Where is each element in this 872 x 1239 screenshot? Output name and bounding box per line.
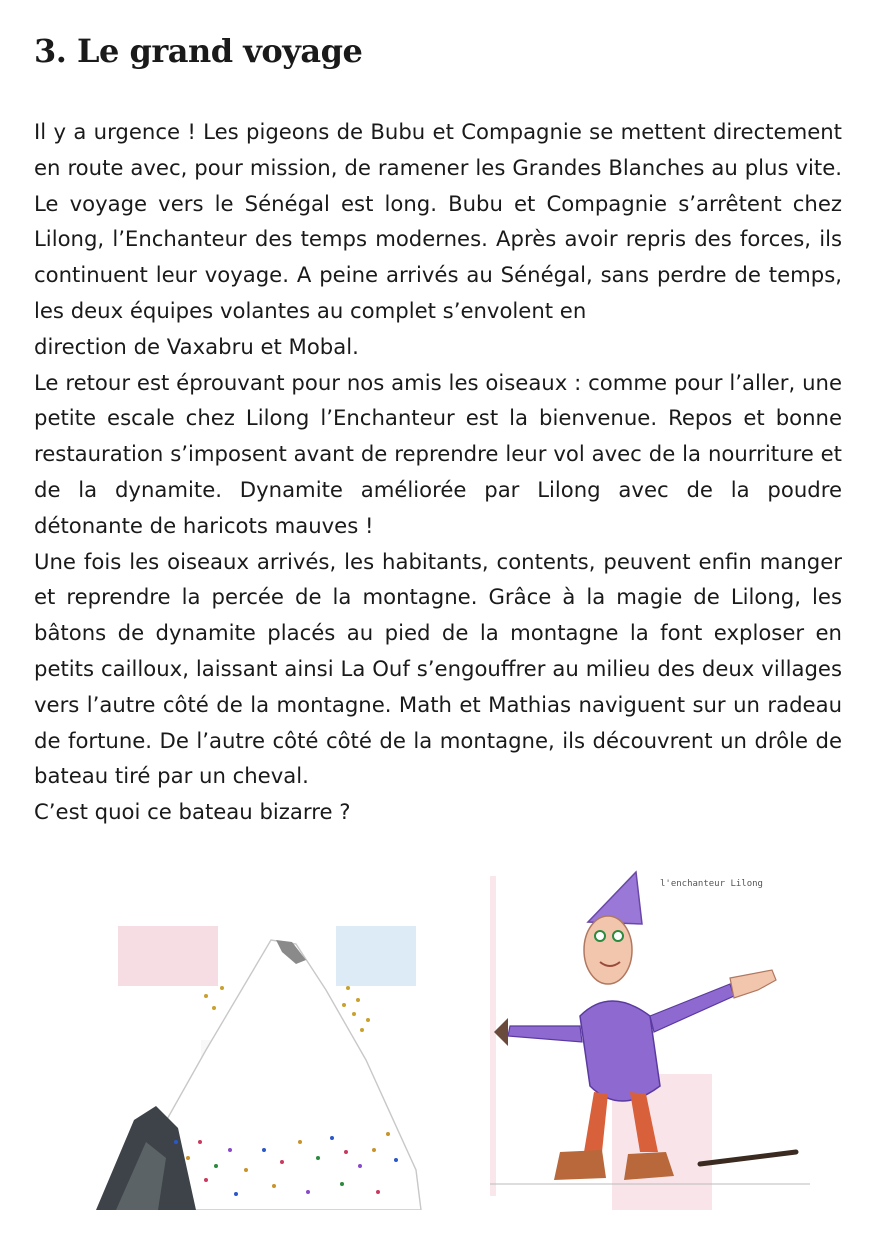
page-title: 3. Le grand voyage bbox=[34, 32, 363, 70]
drawing-caption: l'enchanteur Lilong bbox=[660, 879, 763, 889]
magic-wand bbox=[700, 1152, 796, 1164]
paragraph-5: C’est quoi ce bateau bizarre ? bbox=[34, 799, 351, 825]
story-text bbox=[34, 114, 842, 830]
paper-edge bbox=[490, 876, 496, 1196]
left-eye bbox=[595, 931, 605, 941]
left-boot bbox=[554, 1150, 606, 1180]
paragraph-2: direction de Vaxabru et Mobal. bbox=[34, 333, 359, 359]
mountain-drawing bbox=[96, 880, 426, 1210]
right-eye bbox=[613, 931, 623, 941]
blue-paper-patch bbox=[336, 926, 416, 986]
paragraph-3: Le retour est éprouvant pour nos amis les oiseaux : comme pour l’aller, une petite escale chez Lilong l’Enchanteur est la bienvenue. Repos et bonne restauration s’imposent avant de reprendre leur vol avec de la nourriture et de la dynamite. Dynamite améliorée par Lilong avec de la poudre détonante de haricots mauves ! bbox=[34, 369, 842, 538]
left-leg bbox=[584, 1092, 608, 1152]
right-boot bbox=[624, 1152, 674, 1180]
wizard-hat bbox=[588, 872, 642, 924]
left-hand bbox=[494, 1018, 508, 1046]
right-arm bbox=[650, 984, 734, 1032]
wizard-robe bbox=[580, 1001, 660, 1101]
paragraph-4: Une fois les oiseaux arrivés, les habitants, contents, peuvent enfin manger et reprendre la percée de la montagne. Grâce à la magie de Lilong, les bâtons de dynamite placés au pied de la montagne la font exploser en petits cailloux, laissant ainsi La Ouf s’engouffrer au milieu des deux villages vers l’autre côté de la montagne. Math et Mathias naviguent sur un radeau de fortune. De l’autre côté côté de la montagne, ils découvrent un drôle de bateau tiré par un cheval. bbox=[34, 548, 842, 789]
paragraph-1: Il y a urgence ! Les pigeons de Bubu et Compagnie se mettent directement en route avec, pour mission, de ramener les Grandes Blanches au plus vite. Le voyage vers le Sénégal est long. Bubu et Compagnie s’arrêtent chez Lilong, l’Enchanteur des temps modernes. Après avoir repris des forces, ils continuent leur voyage. A peine arrivés au Sénégal, sans perdre de temps, les deux équipes volantes au complet s’envolent en bbox=[34, 119, 842, 323]
pink-paper-patch bbox=[118, 926, 218, 986]
wizard-face bbox=[584, 916, 632, 984]
right-hand bbox=[730, 970, 776, 998]
left-arm bbox=[508, 1026, 582, 1042]
wizard-drawing bbox=[490, 866, 810, 1210]
